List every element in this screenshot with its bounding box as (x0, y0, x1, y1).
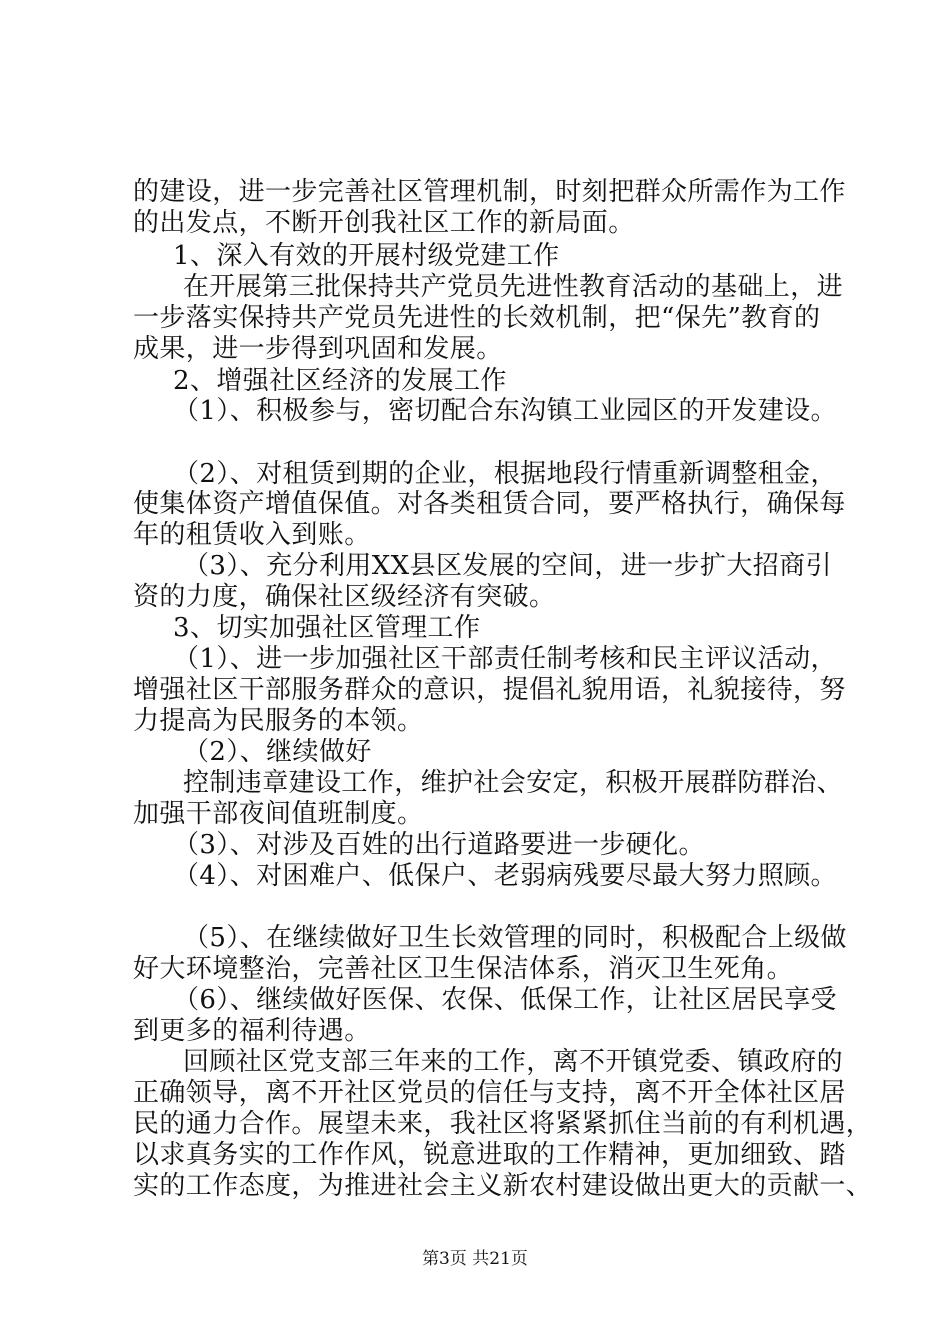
body-text-line: 资的力度，确保社区级经济有突破。 (133, 582, 556, 612)
body-text-line: 成果，进一步得到巩固和发展。 (133, 334, 503, 364)
body-text-line: 以求真务实的工作作风，锐意进取的工作精神，更加细致、踏 (133, 1140, 846, 1170)
body-text-line: 增强社区干部服务群众的意识，提倡礼貌用语，礼貌接待，努 (133, 675, 846, 705)
list-item-line: （3）、充分利用XX县区发展的空间，进一步扩大招商引 (183, 551, 832, 581)
page-number-footer: 第3页 共21页 (422, 1249, 528, 1269)
list-item-line: （6）、继续做好医保、农保、低保工作，让社区居民享受 (173, 985, 837, 1015)
list-item-line: （2）、对租赁到期的企业，根据地段行情重新调整租金， (173, 459, 837, 489)
body-text-line: 回顾社区党支部三年来的工作，离不开镇党委、镇政府的 (183, 1047, 844, 1077)
body-text-line: 实的工作态度，为推进社会主义新农村建设做出更大的贡献一、 (133, 1171, 873, 1201)
body-text-line: 年的租赁收入到账。 (133, 520, 371, 550)
body-text-line: 民的通力合作。展望未来，我社区将紧紧抓住当前的有利机遇， (133, 1109, 873, 1139)
body-text-line: 使集体资产增值保值。对各类租赁合同，要严格执行，确保每 (133, 489, 846, 519)
body-text-line: 控制违章建设工作，维护社会安定，积极开展群防群治、 (183, 768, 844, 798)
body-text-line: 正确领导，离不开社区党员的信任与支持，离不开全体社区居 (133, 1078, 846, 1108)
list-item-line: （1）、进一步加强社区干部责任制考核和民主评议活动， (173, 644, 837, 674)
list-item-line: （2）、继续做好 (183, 737, 372, 767)
section-heading: 1、深入有效的开展村级党建工作 (173, 241, 560, 271)
list-item-line: （5）、在继续做好卫生长效管理的同时，积极配合上级做 (183, 923, 847, 953)
body-text-line: 的建设，进一步完善社区管理机制，时刻把群众所需作为工作 (133, 177, 846, 207)
body-text-line: 一步落实保持共产党员先进性的长效机制，把“保先”教育的 (133, 303, 821, 333)
body-text-line: 的出发点，不断开创我社区工作的新局面。 (133, 208, 635, 238)
body-text-line: 加强干部夜间值班制度。 (133, 799, 424, 829)
body-text-line: 在开展第三批保持共产党员先进性教育活动的基础上，进 (183, 272, 844, 302)
section-heading: 3、切实加强社区管理工作 (173, 613, 481, 643)
list-item-line: （3）、对涉及百姓的出行道路要进一步硬化。 (173, 830, 705, 860)
body-text-line: 到更多的福利待遇。 (133, 1016, 371, 1046)
list-item-line: （4）、对困难户、低保户、老弱病残要尽最大努力照顾。 (173, 861, 837, 891)
body-text-line: 力提高为民服务的本领。 (133, 706, 424, 736)
section-heading: 2、增强社区经济的发展工作 (173, 366, 507, 396)
list-item-line: （1）、积极参与，密切配合东沟镇工业园区的开发建设。 (173, 396, 837, 426)
body-text-line: 好大环境整治，完善社区卫生保洁体系，消灭卫生死角。 (133, 954, 794, 984)
